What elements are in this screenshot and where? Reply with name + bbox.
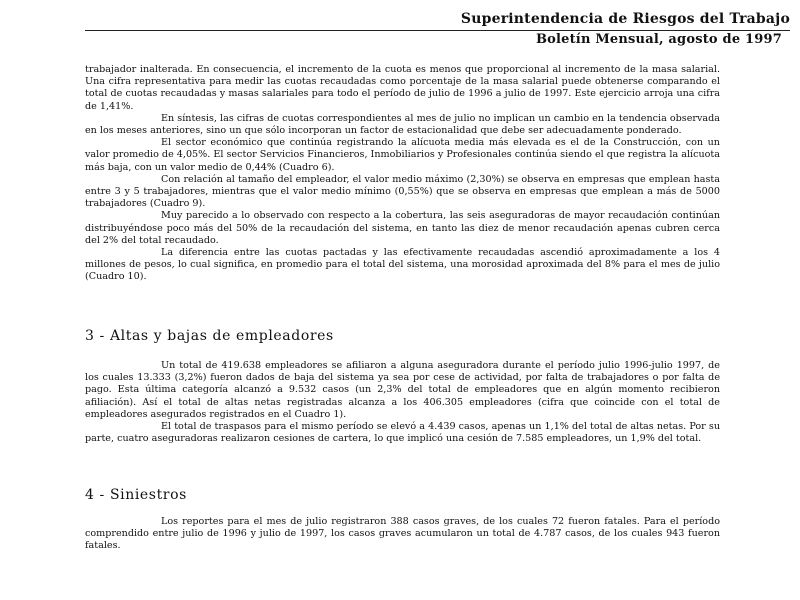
paragraph: Muy parecido a lo observado con respecto a la cobertura, las seis aseguradoras de mayor recaudación continúan distribuyéndose poco más del 50% de la recaudación del sistema, en tanto las diez de menor recaudación apenas cubren cerca del 2% del total recaudado. bbox=[85, 210, 720, 246]
section-heading-altas-bajas: 3 - Altas y bajas de empleadores bbox=[85, 328, 334, 344]
paragraph: Los reportes para el mes de julio registraron 388 casos graves, de los cuales 72 fueron fatales. Para el período comprendido entre julio de 1996 y julio de 1997, los casos graves acumularon un total de 4.787 casos, de los cuales 943 fueron fatales. bbox=[85, 516, 720, 552]
paragraph: La diferencia entre las cuotas pactadas y las efectivamente recaudadas ascendió aproximadamente a los 4 millones de pesos, lo cual significa, en promedio para el total del sistema, una morosidad aproximada del 8% para el mes de julio (Cuadro 10). bbox=[85, 247, 720, 283]
paragraph: Un total de 419.638 empleadores se afiliaron a alguna aseguradora durante el período julio 1996-julio 1997, de los cuales 13.333 (3,2%) fueron dados de baja del sistema ya sea por cese de actividad, por falta de trabajadores o por falta de pago. Esta última categoría alcanzó a 9.532 casos (un 2,3% del total de empleadores que en algún momento recibieron afiliación). Así el total de altas netas registradas alcanza a los 406.305 empleadores (cifra que coincide con el total de empleadores asegurados registrados en el Cuadro 1). bbox=[85, 360, 720, 420]
paragraph: El total de traspasos para el mismo período se elevó a 4.439 casos, apenas un 1,1% del total de altas netas. Por su parte, cuatro aseguradoras realizaron cesiones de cartera, lo que implicó una cesión de 7.585 empleadores, un 1,9% del total. bbox=[85, 421, 720, 445]
paragraph: El sector económico que continúa registrando la alícuota media más elevada es el de la Construcción, con un valor promedio de 4,05%. El sector Servicios Financieros, Inmobiliarios y Profesionales continúa siendo el que registra la alícuota más baja, con un valor medio de 0,44% (Cuadro 6). bbox=[85, 137, 721, 173]
section-heading-siniestros: 4 - Siniestros bbox=[85, 487, 187, 503]
section-body-altas-bajas bbox=[85, 360, 720, 445]
intro-text bbox=[85, 64, 720, 284]
paragraph: Con relación al tamaño del empleador, el valor medio máximo (2,30%) se observa en empresas que emplean hasta entre 3 y 5 trabajadores, mientras que el valor medio mínimo (0,55%) que se observa en empresas que emplean a más de 5000 trabajadores (Cuadro 9). bbox=[85, 173, 720, 210]
header-subtitle: Boletín Mensual, agosto de 1997 bbox=[535, 32, 782, 47]
page-header bbox=[85, 10, 790, 31]
paragraph: En síntesis, las cifras de cuotas correspondientes al mes de julio no implican un cambio en la tendencia observada en los meses anteriores, sino un que sólo incorporan un factor de estacionalidad que debe ser adecuadamente ponderado. bbox=[85, 112, 720, 137]
paragraph: trabajador inalterada. En consecuencia, el incremento de la cuota es menos que proporcional al incremento de la masa salarial. Una cifra representativa para medir las cuotas recaudadas como porcentaje de la masa salarial puede obtenerse comparando el total de cuotas recaudadas y masas salariales para todo el período de julio de 1996 a julio de 1997. Este ejercicio arroja una cifra de 1,41%. bbox=[85, 64, 720, 112]
header-title: Superintendencia de Riesgos del Trabajo bbox=[460, 11, 790, 27]
section-body-siniestros bbox=[85, 516, 720, 553]
